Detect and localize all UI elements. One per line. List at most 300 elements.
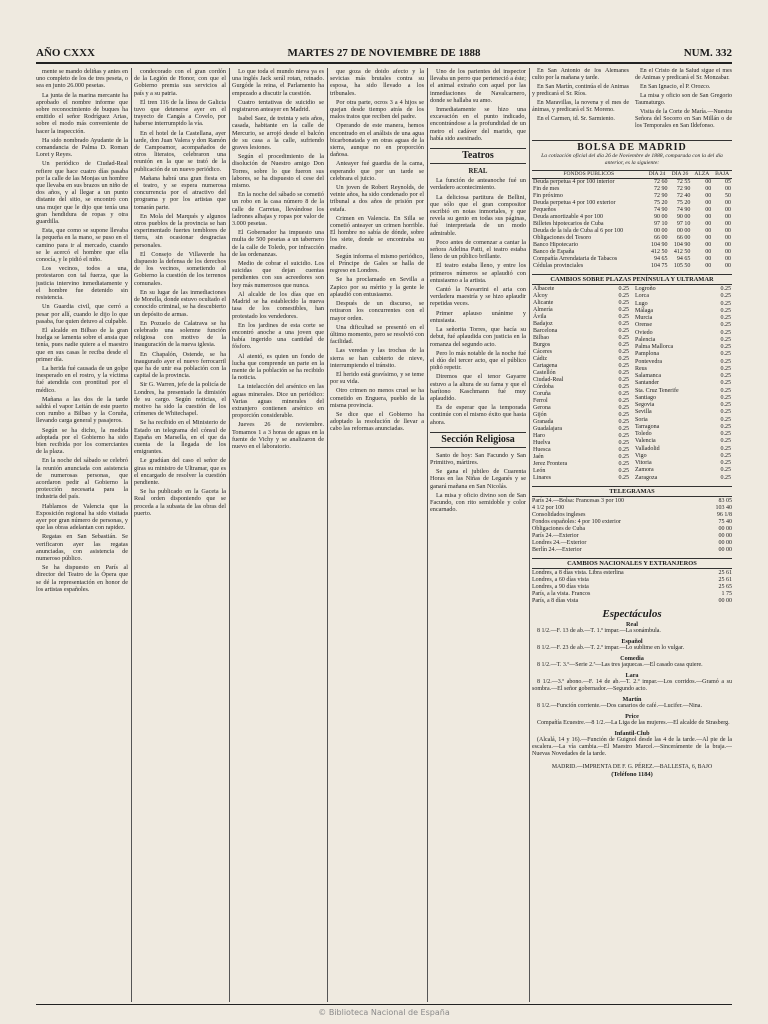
cambio-value: 0.25 [720, 409, 731, 416]
telegramas-list [532, 498, 732, 554]
telegrama-value: 83 05 [718, 498, 732, 504]
fondo-value: 74 90 [676, 207, 691, 213]
cambio-row [532, 398, 630, 405]
cambio-value: 0.25 [618, 391, 629, 397]
cambio-row [532, 461, 630, 468]
article-paragraph: Anteayer fué guardia de la cama, esperando que por un tarde se celebrara el juicio. [330, 160, 424, 182]
cambio-row [634, 315, 732, 322]
telegrama-label: Fondos españoles: 4 por 100 exterior [532, 519, 621, 525]
city-name: Oviedo [635, 329, 653, 336]
cambio-row [634, 373, 732, 380]
article-paragraph: Esta, que como se supone llevaba la pequeña en la mano, se puso en el camino para ir al mercado, cuando se le acercó el hombre que ella conocía, y le pidió el niño. [36, 227, 128, 264]
cambio-row [532, 349, 630, 356]
article-paragraph: Un joven de Robert Reynolds, de veinte años, ha sido condenado por el tribunal a dos años de prisión por estafa. [330, 184, 424, 213]
cambio-row [634, 417, 732, 424]
city-name: Granada [533, 419, 554, 425]
fondo-value: 00 [705, 249, 712, 255]
city-name: Ávila [533, 314, 547, 320]
cambio-row [634, 453, 732, 460]
col-header: BAJA [712, 171, 732, 179]
cambio-row [532, 447, 630, 454]
telefono-line: (Teléfono 1184) [611, 771, 653, 778]
article-paragraph: Una dificultad se presentó en el último momento, pero se resolvió con facilidad. [330, 323, 424, 346]
column-4 [330, 68, 424, 1002]
teatros-paragraph: Primer aplauso unánime y entusiasta. [430, 309, 526, 324]
telegrama-row [532, 526, 732, 533]
fondos-row [532, 256, 732, 263]
notices-left [532, 68, 629, 132]
city-name: Logroño [635, 286, 656, 293]
fondo-value: 00 [725, 235, 731, 241]
article-paragraph: En Chapalón, Ostende, se ha inaugurado ayer el nuevo ferrocarril que ha de unir esa población con la capital de la provincia. [134, 350, 226, 380]
cambio-row [532, 377, 630, 384]
fondos-row [532, 214, 732, 221]
city-name: Bilbao [533, 335, 549, 341]
city-name: Gerona [533, 405, 551, 411]
cambio-row [532, 342, 630, 349]
cambio-row [634, 293, 732, 300]
telegramas-heading: TELEGRAMAS [532, 486, 732, 497]
article-paragraph: Se dice que el Gobierno ha adoptado la resolución de llevar a cabo las reformas anunciadas. [330, 410, 424, 433]
telegrama-row [532, 547, 732, 554]
telegrama-row [532, 498, 732, 505]
cambio-value: 0.25 [618, 321, 629, 327]
city-name: Alcoy [533, 293, 548, 299]
cambio-value: 0.25 [618, 363, 629, 369]
real-subheading: REAL [468, 168, 488, 176]
fondo-value: 00 00 [653, 228, 668, 234]
cambio-value: 0.25 [618, 468, 629, 474]
cambio-value: 0.25 [618, 349, 629, 355]
city-name: Zamora [635, 467, 654, 474]
cambio-row [634, 431, 732, 438]
city-name: Badajoz [533, 321, 553, 327]
fondo-value: 00 [705, 214, 712, 220]
date-label: MARTES 27 DE NOVIEMBRE DE 1888 [287, 47, 481, 59]
telegrama-value: 75 40 [718, 519, 732, 525]
cambio-row [634, 388, 732, 395]
article-paragraph: Sir G. Warren, jefe de la policía de Londres, ha presentado la dimisión de su cargo. Según noticias, el motivo ha sido la cuestión de los crímenes de Whitechapel. [134, 381, 226, 418]
city-name: Valladolid [635, 445, 660, 452]
cambio-value: 0.25 [720, 438, 731, 445]
notice-item: En el Carmen, id. Sr. Sarmiento. [537, 116, 615, 122]
city-name: Murcia [635, 315, 653, 322]
fondo-value: 00 [705, 228, 712, 234]
fondo-value: 00 [725, 207, 731, 213]
city-name: Reus [635, 365, 647, 372]
year-label: AÑO CXXX [36, 47, 95, 59]
notice-item: En Maravillas, la novena y el mes de ánimas, y predicará el Sr. Moreno. [532, 100, 629, 113]
city-name: Burgos [533, 342, 551, 348]
cambio-ext-label: Londres, a 90 días vista [532, 584, 589, 590]
theatre-program: Compañía Ecuestre.—8 1/2.—La Liga de las mujeres.—El alcalde de Strasberg. [537, 720, 730, 726]
city-name: Zaragoza [635, 474, 658, 481]
fondo-value: 00 [705, 235, 712, 241]
cambio-row [532, 475, 630, 482]
fondo-value: 00 [725, 263, 731, 269]
cambio-value: 0.25 [618, 419, 629, 425]
fondo-name: Pequeños [533, 207, 556, 213]
article-paragraph: Mañana habrá una gran fiesta en el teatro, y se espera numerosa concurrencia por el atractivo del programa y por los artistas que tomarán parte. [134, 174, 226, 211]
notice-item: En San Martín, continúa el de Animas y predicará el Sr. Ríos. [532, 84, 629, 97]
article-paragraph: En su lugar de las inmediaciones de Morella, donde estuvo ocultado el conocido criminal, se ha descubierto un depósito de armas. [134, 288, 226, 318]
article-paragraph: Isabel Saez, de treinta y seis años, casada, habitante en la calle de Mercurio, se arrojó desde el balcón de su casa a la calle, sufriendo graves lesiones. [232, 115, 324, 152]
article-paragraph: Medio de cobrar el suicidio. Los suicidas que dejan cuentas pendientes con sus acreedores son hoy más numerosos que nunca. [232, 260, 324, 289]
cambio-row [532, 328, 630, 335]
cambio-value: 0.25 [618, 335, 629, 341]
city-name: Cartagena [533, 363, 558, 369]
article-paragraph: El Consejo de Villaverde ha dispuesto la defensa de los derechos de los vecinos, sometiendo al Gobierno la cuestión de los terrenos comunales. [134, 250, 226, 287]
cambio-value: 0.25 [618, 342, 629, 348]
cambio-value: 0.25 [720, 431, 731, 438]
article-paragraph: Se ha dispuesto en París al director del Teatro de la Ópera que se dé la representación en honor de los artistas españoles. [36, 564, 128, 593]
theatre-program: (Alcalá, 14 y 16).—Función de Guignol desde las 4 de la tarde.—Al pie de la escalera.—La vía cambia.—El Maestro Marcel.—Sincerámente de la braja.—Nuevas Novedades de la tarde. [532, 737, 732, 757]
cambio-row [532, 293, 630, 300]
cambio-value: 0.25 [618, 447, 629, 453]
article-paragraph: Ha sido nombrado Ayudante de la comandancia de Palma D. Roman Loret y Reyes. [36, 136, 128, 159]
city-name: Córdoba [533, 384, 554, 390]
theatre-name: Real [625, 621, 639, 628]
article-paragraph: que goza de doido afecto y la sevicias más brutales contra su esposa, ha sido llevado a los tribunales. [330, 68, 424, 97]
article-paragraph: En Pozuelo de Calatrava se ha celebrado una solemne función religiosa con motivo de la inauguración de la nueva iglesia. [134, 319, 226, 349]
city-name: Segovia [635, 402, 655, 409]
fondos-row [532, 242, 732, 249]
theatre-name: Martín [622, 696, 642, 703]
cambio-row [634, 344, 732, 351]
column-3 [232, 68, 324, 1002]
fondo-name: Deuda perpetua 4 por 100 interior [533, 179, 615, 185]
cambio-value: 0.25 [720, 351, 731, 358]
cambio-value: 0.25 [618, 300, 629, 306]
article-paragraph: Regatas en San Sebastián. Se verificaron ayer las regatas anunciadas, con asistencia de numeroso público. [36, 533, 128, 562]
article-paragraph: En Mola del Marqués y algunos otros pueblos de la provincia se han experimentado fuertes temblores de tierra, sin ocasionar desgracias personales. [134, 212, 226, 249]
city-name: Castellón [533, 370, 556, 376]
article-paragraph: Uno de los parientes del inspector llevaba un perro que perteneció a éste; el animal extraño con aquel por las inmediaciones de Navalcarnero, donde se hallaba su amo. [430, 68, 526, 104]
article-paragraph: Hablamos de Valencia que la Exposición regional ha sido visitada ayer por gran número de personas, y que las obras adelantan con rapidez. [36, 502, 128, 532]
cambio-row [532, 370, 630, 377]
cambio-value: 0.25 [720, 474, 731, 481]
theatre-name: Infantil-Club [614, 730, 650, 737]
column-5 [430, 68, 526, 1002]
fondo-value: 00 [705, 179, 712, 185]
cambios-left-table [532, 286, 630, 482]
cambio-value: 0.25 [720, 460, 731, 467]
cambio-row [532, 454, 630, 461]
cambio-row [532, 335, 630, 342]
cambio-row [634, 460, 732, 467]
telegrama-value: 00 00 [718, 526, 732, 532]
article-paragraph: En la noche del sábado se cometió un robo en la casa número 8 de la calle de Carretas, llevándose los ladrones alhajas y ropas por valor de 3.000 pesetas. [232, 191, 324, 228]
fondo-value: 00 [725, 186, 731, 192]
cambio-row [532, 405, 630, 412]
article-paragraph: Cuatro tentativas de suicidio se registraron anteayer en Madrid. [232, 98, 324, 114]
city-name: Toledo [635, 431, 652, 438]
city-name: Cádiz [533, 356, 547, 362]
teatros-paragraph: El teatro estaba lleno, y entre los primeros números se aplaudió con entusiasmo a la artista. [430, 262, 526, 284]
cambios-right-table [634, 286, 732, 482]
article-paragraph: Después de un discurso, se retiraron los concurrentes con el mayor orden. [330, 300, 424, 322]
cambio-value: 0.25 [618, 433, 629, 439]
fondo-value: 50 [725, 193, 731, 199]
article-paragraph: Según informa el mismo periódico, el Príncipe de Gales se halla de regreso en Londres. [330, 252, 424, 275]
cambio-value: 0.25 [720, 467, 731, 474]
city-name: Guadalajara [533, 426, 562, 432]
cambio-value: 0.25 [720, 402, 731, 409]
cambio-row [634, 409, 732, 416]
cambio-row [634, 424, 732, 431]
cambio-ext-value: 25 61 [718, 577, 732, 583]
header-rule [36, 62, 732, 64]
article-paragraph: Otro crimen no menos cruel se ha cometido en Enguera, pueblo de la misma provincia. [330, 387, 424, 409]
fondo-value: 72 90 [676, 186, 691, 192]
cambio-value: 0.25 [720, 322, 731, 329]
notice-item: En el Cristo de la Salud sigue el mes de Animas y predicará el Sr. Monzabar. [635, 68, 732, 81]
cambio-value: 0.25 [720, 387, 731, 394]
teatros-paragraph: La función de anteanoche fué un verdadero acontecimiento. [430, 177, 526, 192]
cambio-ext-label: París, a 8 días vista [532, 598, 579, 604]
cambio-row [634, 359, 732, 366]
article-paragraph: En los jardines de esta corte se encontró anoche a una joven que había ingerido una cantidad de fósforo. [232, 321, 324, 351]
telegrama-row [532, 505, 732, 512]
fondo-value: 00 [725, 242, 731, 248]
religiosa-paragraph: La misa y oficio divino son de San Facundo, con rito semidoble y color encarnado. [430, 491, 526, 514]
theatre-name: Lara [625, 672, 639, 679]
cambio-value: 0.25 [618, 398, 629, 404]
cambios-extranjeros-heading: CAMBIOS NACIONALES Y EXTRANJEROS [532, 558, 732, 569]
cambio-ext-value: 25 65 [718, 584, 732, 590]
article-paragraph: Se ha publicado en la Gaceta la Real orden disponiendo que se proceda a la subasta de las obras del puerto. [134, 488, 226, 517]
city-name: Ferrol [533, 398, 548, 404]
fondo-value: 97 10 [676, 221, 691, 227]
article-paragraph: La junta de la marina mercante ha aprobado el nombre informe que sobre reconocimiento de buques ha emitido el señor Rodríguez Arias, sobre el modo más conveniente de hacer la inspección. [36, 91, 128, 135]
cambio-ext-row [532, 570, 732, 577]
city-name: Valencia [635, 438, 656, 445]
fondo-value: 412 50 [673, 249, 691, 255]
fondo-value: 72 55 [676, 179, 691, 185]
cambio-row [532, 426, 630, 433]
col-header: DÍA 26 [668, 171, 691, 179]
fondo-name: Cédulas provinciales [533, 263, 584, 269]
cambio-row [532, 384, 630, 391]
cambio-value: 0.25 [618, 426, 629, 432]
city-name: Palencia [635, 336, 656, 343]
cambio-row [532, 286, 630, 293]
city-name: Jerez Frontera [533, 461, 568, 467]
cambio-row [532, 363, 630, 370]
cambio-row [634, 475, 732, 483]
city-name: Alicante [533, 300, 554, 306]
fondo-name: Deuda perpetua 4 por 100 exterior [533, 200, 616, 206]
cambio-row [634, 286, 732, 293]
teatros-paragraph: Poco antes de comenzar a cantar la señora Adelina Patti, el teatro estaba lleno de un público brillante. [430, 238, 526, 261]
cambio-value: 0.25 [720, 344, 731, 351]
cambio-value: 0.25 [720, 336, 731, 343]
cambio-value: 0.25 [618, 356, 629, 362]
cambio-row [634, 330, 732, 337]
fondo-name: Billetes hipotecarios de Cuba [533, 221, 604, 227]
cambio-row [634, 438, 732, 445]
fondo-name: Banco Hipotecario [533, 242, 579, 248]
fondo-value: 00 [725, 214, 731, 220]
cambio-ext-row [532, 584, 732, 591]
teatros-paragraph: Diremos que el tenor Gayarre estuvo a la altura de su fama y que el barítono Kaschmann fué muy aplaudido. [430, 373, 526, 402]
teatros-paragraph: Cantó la Navarrini el aria con verdadera maestría y se hizo aplaudir repetidas veces. [430, 286, 526, 308]
masthead [36, 45, 732, 63]
city-name: Lugo [635, 300, 648, 307]
cambio-value: 0.25 [618, 328, 629, 334]
fondo-value: 66 00 [653, 235, 668, 241]
library-watermark: © Biblioteca Nacional de España [318, 1008, 450, 1017]
article-paragraph: Se ha recibido en el Ministerio de Estado un telegrama del cónsul de España en Marsella, en el que da cuenta de la llegada de los emigrantes. [134, 419, 226, 456]
article-paragraph: Inmediatamente se hizo una excavación en el punto indicado, encontrándose a la profundidad de un metro el cadáver del marido, que había sido asesinado. [430, 106, 526, 142]
fondo-value: 00 [705, 221, 712, 227]
telegrama-label: 4 1/2 por 100 [532, 505, 565, 511]
city-name: Cáceres [533, 349, 552, 355]
article-paragraph: Jueves 26 de noviembre. Tomamos 1 a 3 horas de aguas en la fuente de Vichy y se analizaron de nuevo en el laboratorio. [232, 421, 324, 450]
city-name: Ciudad-Real [533, 377, 564, 383]
notices-right [635, 68, 732, 132]
column-2 [134, 68, 226, 1002]
cambio-value: 0.25 [720, 286, 731, 293]
fondo-value: 94 65 [653, 256, 668, 262]
theatre-program: 8 1/2.—3.º abono.—F. 14 de ab.—T. 2.º impar.—Los corridos.—Gramó a su sombra.—El señor gobernador.—Segundo acto. [532, 679, 732, 692]
cambio-row [634, 395, 732, 402]
city-name: Coruña [533, 391, 551, 397]
cambio-row [634, 308, 732, 315]
bolsa-heading: BOLSA DE MADRID [532, 140, 732, 151]
column-divider [229, 68, 230, 1002]
bolsa-note: La cotización oficial del día 26 de Noviembre de 1888, comparada con la del día anterior, es la siguiente: [541, 153, 723, 166]
fondo-value: 00 [705, 207, 712, 213]
cambio-row [634, 446, 732, 453]
article-paragraph: Un periódico de Ciudad-Real refiere que hace cuatro días pasaba por la calle de las Monjas un hombre que llevaba en sus brazos un niño de dos años, y al llegar a un punto distante del sitio, se encontró con una mujer que le dijo que tenía una gran hendidura de ropas y otra guardilla. [36, 160, 128, 226]
fondos-header-row [532, 171, 732, 179]
fondo-value: 66 00 [676, 235, 691, 241]
cambio-ext-row [532, 577, 732, 584]
cambio-value: 0.25 [618, 475, 629, 481]
fondo-name: Fin de mes [533, 186, 560, 192]
teatros-paragraph: La deliciosa partitura de Bellini, que sólo que el gran compositor escribió en notas inmortales, y que revela su genio en todas sus páginas, fué interpretada de un modo admirable. [430, 193, 526, 237]
city-name: Gijón [533, 412, 547, 418]
cambio-value: 0.25 [618, 461, 629, 467]
city-name: Soria [635, 416, 648, 423]
column-divider [529, 68, 530, 1002]
cambio-row [634, 366, 732, 373]
religious-notices [532, 68, 732, 132]
religiosa-paragraph: Santo de hoy: San Facundo y San Primitivo, mártires. [430, 451, 526, 466]
cambio-value: 0.25 [720, 373, 731, 380]
cambio-ext-value: 25 61 [718, 570, 732, 576]
seccion-religiosa-heading: Sección Religiosa [430, 432, 526, 448]
fondo-value: 00 [725, 256, 731, 262]
cambios-heading: CAMBIOS SOBRE PLAZAS PENÍNSULA Y ULTRAMAR [532, 274, 732, 285]
fondo-name: Obligaciones del Tesoro [533, 235, 592, 241]
col-header: ALZA [691, 171, 712, 179]
cambio-ext-value: 1 75 [721, 591, 732, 597]
fondo-value: 00 [705, 263, 712, 269]
religiosa-paragraph: Se gana el jubileo de Cuarenta Horas en las Niñas de Leganés y se ganará mañana en San Nicolás. [430, 468, 526, 490]
fondo-value: 104 90 [673, 242, 691, 248]
article-paragraph: En la noche del sábado se celebró la reunión anunciada con asistencia de numerosas personas, que acordaron pedir al Gobierno la protección necesaria para la industria del país. [36, 457, 128, 501]
city-name: Linares [533, 475, 551, 481]
teatros-paragraph: Es de esperar que la temporada continúe con el mismo éxito que hasta ahora. [430, 404, 526, 426]
fondo-value: 00 [705, 242, 712, 248]
fondos-row [532, 193, 732, 200]
telegrama-row [532, 519, 732, 526]
article-paragraph: Un Guardia civil, que cerró a pesar por allí, cuando le dijo lo que pasaba, fue quien detuvo al culpable. [36, 303, 128, 325]
column-divider [327, 68, 328, 1002]
fondo-value: 104 75 [650, 263, 668, 269]
fondos-row [532, 221, 732, 228]
cambio-value: 0.25 [618, 454, 629, 460]
telegrama-label: Londres 24.—Exterior [532, 540, 587, 546]
cambio-value: 0.25 [720, 315, 731, 322]
article-paragraph: Por otra parte, ocros 3 a 4 hijos se quejan desde tiempo atrás de los malos tratos que reciben del padre. [330, 98, 424, 121]
fondo-value: 72 60 [653, 179, 668, 185]
cambio-ext-row [532, 598, 732, 605]
fondos-row [532, 207, 732, 214]
cambio-value: 0.25 [720, 380, 731, 387]
cambio-value: 0.25 [720, 300, 731, 307]
cambio-ext-row [532, 591, 732, 598]
fondo-value: 00 [725, 200, 731, 206]
telegrama-label: Berlín 24.—Exterior [532, 547, 582, 553]
article-paragraph: El alcalde en Bilbao de la gran huelga se lamenta sobre el ansia que tenía, pues nadie quiere a el maestro que en sus casas le reciba desde el primer día. [36, 326, 128, 363]
city-name: Sevilla [635, 409, 652, 416]
cambio-row [532, 412, 630, 419]
article-paragraph: Mañana a las dos de la tarde saldrá el vapor Leitán de este puerto con rumbo a Bilbao y la Coruña, llevando carga general y pasajeros. [36, 395, 128, 425]
issue-number: NUM. 332 [683, 47, 732, 59]
teatros-paragraph: La señorita Torres, que hacía su debut, fué aplaudida con justicia en la romanza del segundo acto. [430, 326, 526, 348]
cambio-row [532, 440, 630, 447]
fondos-row [532, 200, 732, 207]
theatre-program: 8 1/2.—Función corriente.—Dos canarios de café.—Lucifer.—Nina. [537, 703, 702, 709]
telegrama-row [532, 540, 732, 547]
fondo-name: Fin próximo [533, 193, 563, 199]
article-paragraph: La herida fué causada de un golpe inesperado en el rostro, y la víctima fué atendida con prontitud por el médico. [36, 364, 128, 394]
telegrama-value: 00 00 [718, 547, 732, 553]
article-paragraph: Crimen en Valencia. En Silla se cometió anteayer un crimen horrible. El hombre no sabía de dónde, sobre los siete, donde se encontraba su madre. [330, 214, 424, 251]
cambio-row [634, 380, 732, 387]
city-name: Tarragona [635, 423, 660, 430]
fondo-value: 72 90 [653, 193, 668, 199]
col-header: FONDOS PÚBLICOS [532, 171, 646, 179]
fondo-name: Deuda de la isla de Cuba al 6 por 100 [533, 228, 624, 234]
cambio-row [532, 300, 630, 307]
article-paragraph: condecorado con el gran cordón de la Legión de Honor, con que el Gobierno premia sus servicios al país y a su patria. [134, 68, 226, 97]
article-paragraph: El herido está gravísimo, y se teme por su vida. [330, 370, 424, 386]
col-header: DÍA 24 [646, 171, 669, 179]
fondo-value: 00 00 [676, 228, 691, 234]
fondo-value: 90 00 [676, 214, 691, 220]
cambio-row [634, 322, 732, 329]
article-paragraph: El Gobernador ha impuesto una multa de 500 pesetas a un tabernero de la calle de Toledo, por infracción de las ordenanzas. [232, 229, 324, 258]
article-paragraph: La intelacción del arsénico en las aguas minerales. Dice un periódico: Varias aguas minerales del extranjero contienen arsénico en proporción considerable. [232, 383, 324, 420]
cambio-value: 0.25 [720, 423, 731, 430]
fondos-row [532, 263, 732, 270]
article-paragraph: Le gradúan del caso el señor de giras su ministro de Ultramar, que es el encargado de resolver la cuestión pendiente. [134, 457, 226, 486]
cambio-value: 0.25 [720, 358, 731, 365]
article-paragraph: Al atentó, es quien un fondo de lucha que comprende un parte en la mente de la población se ha recibido la noticia. [232, 352, 324, 382]
fondo-value: 00 [705, 200, 712, 206]
fondos-row [532, 249, 732, 256]
cambio-ext-label: Londres, a 60 días vista [532, 577, 589, 583]
city-name: Pontevedra [635, 358, 662, 365]
cambio-value: 0.25 [720, 329, 731, 336]
city-name: Pamplona [635, 351, 659, 358]
city-name: Jaén [533, 454, 544, 460]
theatre-name: Comedia [620, 655, 644, 662]
